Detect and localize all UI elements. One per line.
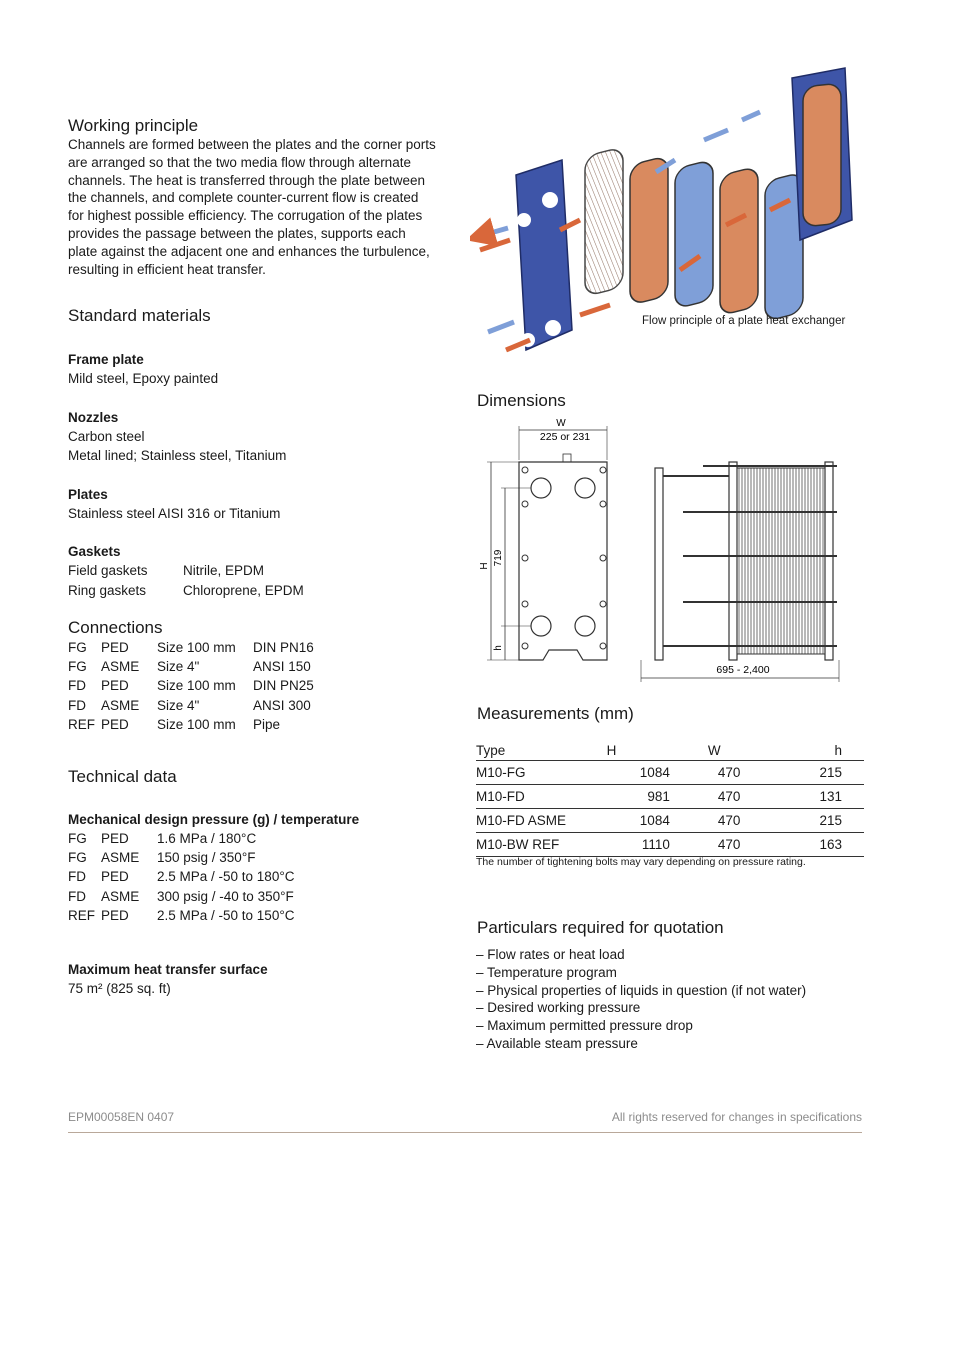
connection-cell: Pipe bbox=[253, 716, 281, 732]
table-cell: M10-FD bbox=[476, 789, 525, 804]
connection-cell: Size 100 mm bbox=[157, 640, 236, 655]
text-line: are arranged so that the two media flow through alternate bbox=[68, 154, 411, 170]
measurements-note: The number of tightening bolts may vary depending on pressure rating. bbox=[476, 856, 806, 868]
pressure-cell: FG bbox=[68, 831, 87, 846]
connection-cell: ANSI 150 bbox=[253, 659, 311, 675]
gaskets-label: Gaskets bbox=[68, 544, 121, 559]
list-item: – Available steam pressure bbox=[476, 1035, 638, 1051]
frame-plate-value: Mild steel, Epoxy painted bbox=[68, 371, 219, 386]
table-cell: 1084 bbox=[639, 765, 670, 780]
connection-cell: ASME bbox=[101, 697, 140, 713]
w-label: W bbox=[556, 418, 566, 429]
table-cell: 470 bbox=[717, 765, 741, 780]
list-item: – Maximum permitted pressure drop bbox=[476, 1018, 693, 1034]
table-cell: 981 bbox=[647, 789, 670, 804]
connection-cell: PED bbox=[101, 716, 129, 732]
connection-cell: FG bbox=[68, 640, 87, 655]
plates-value: Stainless steel AISI 316 or Titanium bbox=[68, 506, 281, 521]
pressure-cell: 2.5 MPa / -50 to 180°C bbox=[157, 869, 295, 885]
connection-cell: FG bbox=[68, 659, 87, 675]
pressure-cell: PED bbox=[101, 831, 129, 846]
measurements-title: Measurements (mm) bbox=[477, 704, 634, 723]
pressure-cell: PED bbox=[101, 907, 129, 923]
gasket-value: Chloroprene, EPDM bbox=[183, 583, 304, 598]
h-label: H bbox=[479, 562, 490, 570]
pressure-cell: REF bbox=[68, 907, 95, 923]
table-cell: 1084 bbox=[639, 813, 670, 828]
gasket-value: Nitrile, EPDM bbox=[183, 563, 265, 578]
table-row bbox=[476, 761, 864, 785]
pressure-cell: ASME bbox=[101, 850, 140, 866]
pressure-cell: 150 psig / 350°F bbox=[157, 850, 256, 866]
table-row bbox=[476, 833, 864, 857]
port-hole bbox=[517, 213, 531, 227]
footer-rule bbox=[68, 1132, 862, 1133]
text-line: the channels, and complete counter-current flow is created bbox=[68, 190, 419, 206]
table-cell: 215 bbox=[819, 765, 842, 780]
table-cell: 470 bbox=[717, 813, 741, 828]
plates-label: Plates bbox=[68, 487, 108, 502]
list-item: – Physical properties of liquids in question (if not water) bbox=[476, 982, 807, 998]
pressure-cell: FD bbox=[68, 869, 86, 885]
pressure-plate bbox=[516, 160, 572, 350]
table-cell: 131 bbox=[819, 789, 842, 804]
text-line: Channels are formed between the plates and the corner ports bbox=[68, 137, 436, 152]
table-cell: 470 bbox=[717, 789, 741, 804]
quotation-title: Particulars required for quotation bbox=[477, 918, 724, 937]
pressure-cell: 300 psig / -40 to 350°F bbox=[157, 888, 294, 904]
standard-materials-title: Standard materials bbox=[68, 306, 211, 325]
table-row bbox=[476, 785, 864, 809]
table-cell: 1110 bbox=[641, 837, 670, 852]
pressure-cell: PED bbox=[101, 869, 129, 885]
pressure-heading: Mechanical design pressure (g) / temperature bbox=[68, 812, 360, 827]
pressure-cell: 1.6 MPa / 180°C bbox=[157, 831, 257, 846]
text-line: resulting in efficient heat transfer. bbox=[68, 261, 266, 277]
column-header: Type bbox=[476, 743, 506, 758]
port-hole bbox=[542, 192, 558, 208]
pressure-cell: 2.5 MPa / -50 to 150°C bbox=[157, 907, 295, 923]
text-line: for highest possible efficiency. The corrugation of the plates bbox=[68, 208, 423, 224]
gasket-name: Field gaskets bbox=[68, 563, 148, 578]
text-line: channels. The heat is transferred through the plate between bbox=[68, 172, 425, 188]
surface-heading: Maximum heat transfer surface bbox=[68, 962, 268, 977]
table-cell: 215 bbox=[819, 813, 842, 828]
side-view bbox=[655, 462, 837, 660]
connections-title: Connections bbox=[68, 618, 163, 637]
connection-cell: PED bbox=[101, 640, 129, 655]
connection-cell: PED bbox=[101, 678, 129, 694]
connection-cell: Size 100 mm bbox=[157, 678, 236, 694]
table-cell: M10-FG bbox=[476, 765, 526, 780]
length-value: 695 - 2,400 bbox=[716, 664, 770, 676]
rights-notice: All rights reserved for changes in specifications bbox=[611, 1110, 862, 1124]
nozzles-value: Metal lined; Stainless steel, Titanium bbox=[68, 448, 287, 463]
connection-cell: ASME bbox=[101, 659, 140, 675]
w-value: 225 or 231 bbox=[539, 431, 591, 443]
connection-cell: FD bbox=[68, 697, 86, 713]
table-cell: 470 bbox=[717, 837, 741, 852]
column-header: W bbox=[707, 743, 721, 758]
list-item: – Desired working pressure bbox=[476, 1000, 641, 1016]
connection-cell: DIN PN25 bbox=[253, 678, 314, 694]
pressure-cell: ASME bbox=[101, 888, 140, 904]
connection-cell: REF bbox=[68, 716, 95, 732]
table-cell: M10-FD ASME bbox=[476, 813, 567, 828]
nozzles-label: Nozzles bbox=[68, 410, 119, 425]
text-line: plate against the adjacent one and enhances the turbulence, bbox=[68, 243, 430, 259]
working-principle-text bbox=[68, 136, 458, 278]
measurements-body bbox=[476, 761, 864, 857]
working-principle-title: Working principle bbox=[68, 116, 199, 135]
surface-value: 75 m² (825 sq. ft) bbox=[68, 981, 171, 996]
pressure-cell: FG bbox=[68, 850, 87, 866]
gasket-name: Ring gaskets bbox=[68, 583, 147, 598]
technical-data-title: Technical data bbox=[68, 767, 177, 786]
dimensions-title: Dimensions bbox=[477, 391, 566, 410]
list-item: – Temperature program bbox=[476, 964, 617, 980]
connection-cell: Size 100 mm bbox=[157, 716, 236, 732]
connection-cell: ANSI 300 bbox=[253, 697, 311, 713]
quotation-list bbox=[476, 946, 806, 1053]
dimensions-drawing bbox=[477, 410, 877, 690]
connection-cell: Size 4" bbox=[157, 659, 200, 675]
connection-cell: DIN PN16 bbox=[253, 640, 314, 655]
connection-cell: FD bbox=[68, 678, 86, 694]
list-item: – Flow rates or heat load bbox=[476, 947, 625, 962]
text-line: provides the passage between the plates, supports each bbox=[68, 225, 406, 241]
frame-plate-label: Frame plate bbox=[68, 352, 144, 367]
table-cell: 163 bbox=[819, 837, 842, 852]
table-cell: M10-BW REF bbox=[476, 837, 560, 852]
connection-cell: Size 4" bbox=[157, 697, 200, 713]
small-h-label: h bbox=[493, 645, 504, 651]
figure-caption: Flow principle of a plate heat exchanger bbox=[642, 315, 846, 327]
measurements-table bbox=[476, 741, 864, 857]
pressure-cell: FD bbox=[68, 888, 86, 904]
column-header: H bbox=[606, 743, 617, 758]
h-value: 719 bbox=[493, 549, 504, 567]
table-header-row bbox=[476, 741, 864, 761]
nozzles-value: Carbon steel bbox=[68, 429, 145, 444]
channel-plates bbox=[585, 147, 803, 322]
port-hole bbox=[545, 320, 561, 336]
table-row bbox=[476, 809, 864, 833]
column-header: h bbox=[834, 743, 842, 758]
document-code: EPM00058EN 0407 bbox=[68, 1110, 175, 1124]
